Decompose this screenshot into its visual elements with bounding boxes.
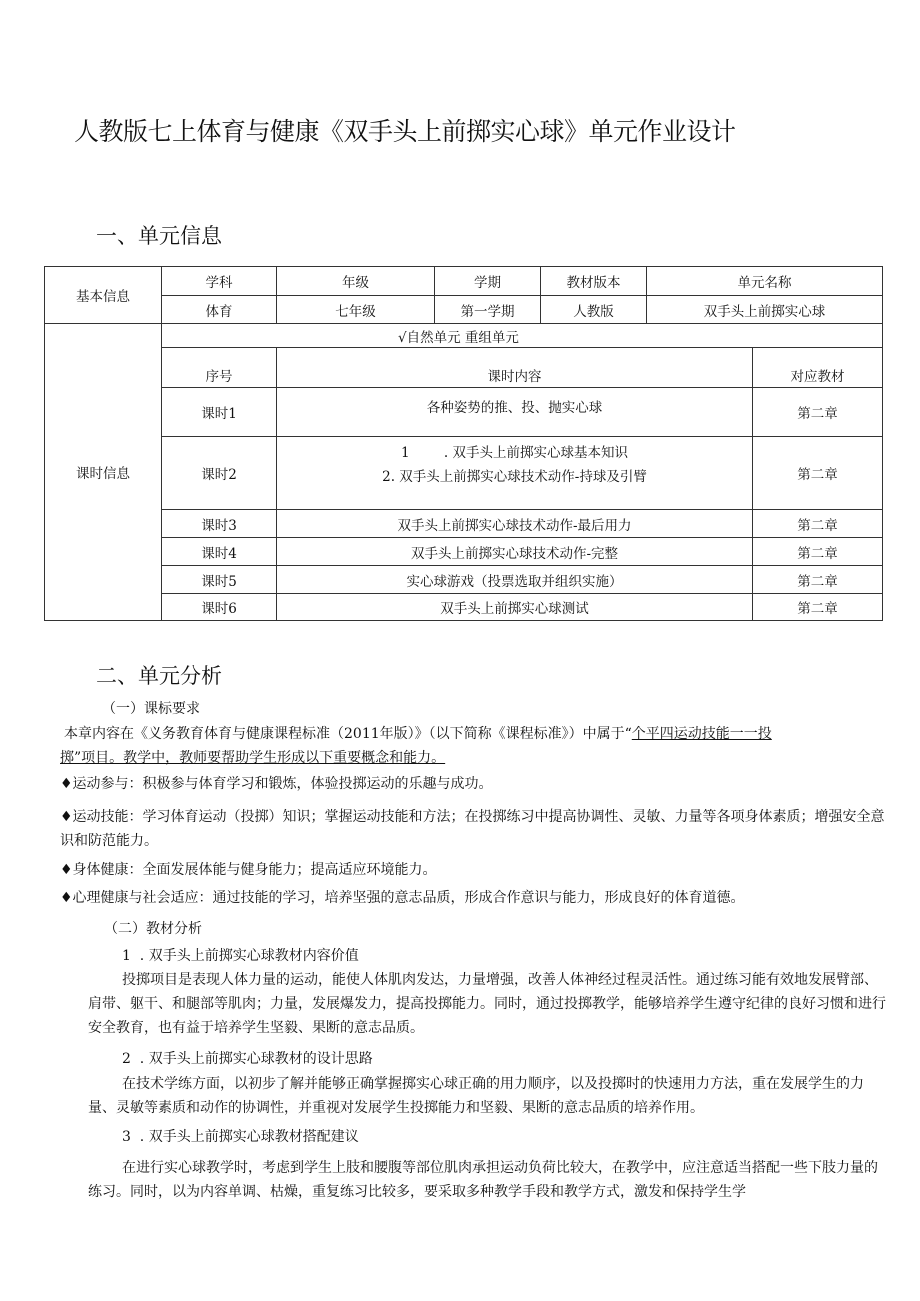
lesson-chapter: 第二章 [753,594,883,621]
header-subject: 学科 [162,267,277,296]
lesson-no: 课时2 [162,437,277,510]
bullet-item: ♦心理健康与社会适应：通过技能的学习，培养坚强的意志品质，形成合作意识与能力，形成良好的体育道德。 [60,890,745,906]
section-heading-unit-analysis: 二、单元分析 [96,664,222,688]
material-item-title: 2 . 双手头上前掷实心球教材的设计思路 [122,1051,373,1067]
header-content: 课时内容 [277,348,753,388]
header-textbook: 教材版本 [541,267,647,296]
intro-underlined: 个平四运动技能一一投 [631,726,772,742]
bullet-item: ♦身体健康：全面发展体能与健身能力；提高适应环境能力。 [60,862,437,878]
lesson-content [277,437,753,510]
bullet-item: ♦运动参与：积极参与体育学习和锻炼，体验投掷运动的乐趣与成功。 [60,776,493,792]
lesson-content: 双手头上前掷实心球技术动作-完整 [277,538,753,566]
intro-text: 本章内容在《义务教育体育与健康课程标准（2011年版）》（以下简称《课程标准》）中属于“ [64,726,632,742]
material-item-title: 1 . 双手头上前掷实心球教材内容价值 [122,948,359,964]
page-title: 人教版七上体育与健康《双手头上前掷实心球》单元作业设计 [74,117,736,146]
lesson-chapter: 第二章 [753,538,883,566]
header-grade: 年级 [277,267,435,296]
lesson-no: 课时3 [162,510,277,538]
intro-underlined: 掷”项目。教学中，教师要帮助学生形成以下重要概念和能力。 [60,750,446,766]
unit-type: √自然单元 重组单元 [162,324,883,348]
subheading-standards: （一）课标要求 [102,701,200,717]
lesson-info-label: 课时信息 [45,324,162,621]
subheading-material: （二）教材分析 [104,921,202,937]
standards-intro [60,722,885,770]
value-semester: 第一学期 [435,296,541,324]
lesson-content: 双手头上前掷实心球技术动作-最后用力 [277,510,753,538]
material-item-text: 在进行实心球教学时，考虑到学生上肢和腰腹等部位肌肉承担运动负荷比较大，在教学中，应注意适当搭配一些下肢力量的练习。同时，以为内容单调、枯燥，重复练习比较多，要采取多种教学手段和教学方式，激发和保持学生学 [88,1160,878,1200]
value-subject: 体育 [162,296,277,324]
lesson-content-line: 1 . 双手头上前掷实心球基本知识 [400,445,628,461]
header-seq: 序号 [162,348,277,388]
lesson-no: 课时1 [162,388,277,437]
lesson-chapter: 第二章 [753,510,883,538]
lesson-content: 实心球游戏（投票选取并组织实施） [277,566,753,594]
lesson-no: 课时4 [162,538,277,566]
header-semester: 学期 [435,267,541,296]
lesson-content: 双手头上前掷实心球测试 [277,594,753,621]
material-item-title: 3 . 双手头上前掷实心球教材搭配建议 [122,1129,359,1145]
section-heading-unit-info: 一、单元信息 [96,224,222,248]
material-item-text: 在技术学练方面，以初步了解并能够正确掌握掷实心球正确的用力顺序，以及投掷时的快速用力方法，重在发展学生的力量、灵敏等素质和动作的协调性，并重视对发展学生投掷能力和坚毅、果断的意志品质的培养作用。 [88,1076,864,1116]
bullet-item: ♦运动技能：学习体育运动（投掷）知识；掌握运动技能和方法；在投掷练习中提高协调性、灵敏、力量等各项身体素质；增强安全意识和防范能力。 [60,809,885,849]
header-chapter: 对应教材 [753,348,883,388]
lesson-content-line: 2. 双手头上前掷实心球技术动作-持球及引臂 [382,469,647,485]
unit-info-table [44,266,883,621]
value-unit-name: 双手头上前掷实心球 [647,296,883,324]
lesson-no: 课时5 [162,566,277,594]
header-unit-name: 单元名称 [647,267,883,296]
basic-info-label: 基本信息 [45,267,162,324]
lesson-no: 课时6 [162,594,277,621]
lesson-chapter: 第二章 [753,437,883,510]
lesson-chapter: 第二章 [753,566,883,594]
material-item-text: 投掷项目是表现人体力量的运动，能使人体肌肉发达，力量增强，改善人体神经过程灵活性。通过练习能有效地发展臂部、肩带、躯干、和腿部等肌肉；力量，发展爆发力，提高投掷能力。同时，通过投掷教学，能够培养学生遵守纪律的良好习惯和进行安全教育，也有益于培养学生坚毅、果断的意志品质。 [88,972,886,1036]
lesson-content: 各种姿势的推、投、抛实心球 [277,388,753,437]
value-textbook: 人教版 [541,296,647,324]
lesson-chapter: 第二章 [753,388,883,437]
value-grade: 七年级 [277,296,435,324]
